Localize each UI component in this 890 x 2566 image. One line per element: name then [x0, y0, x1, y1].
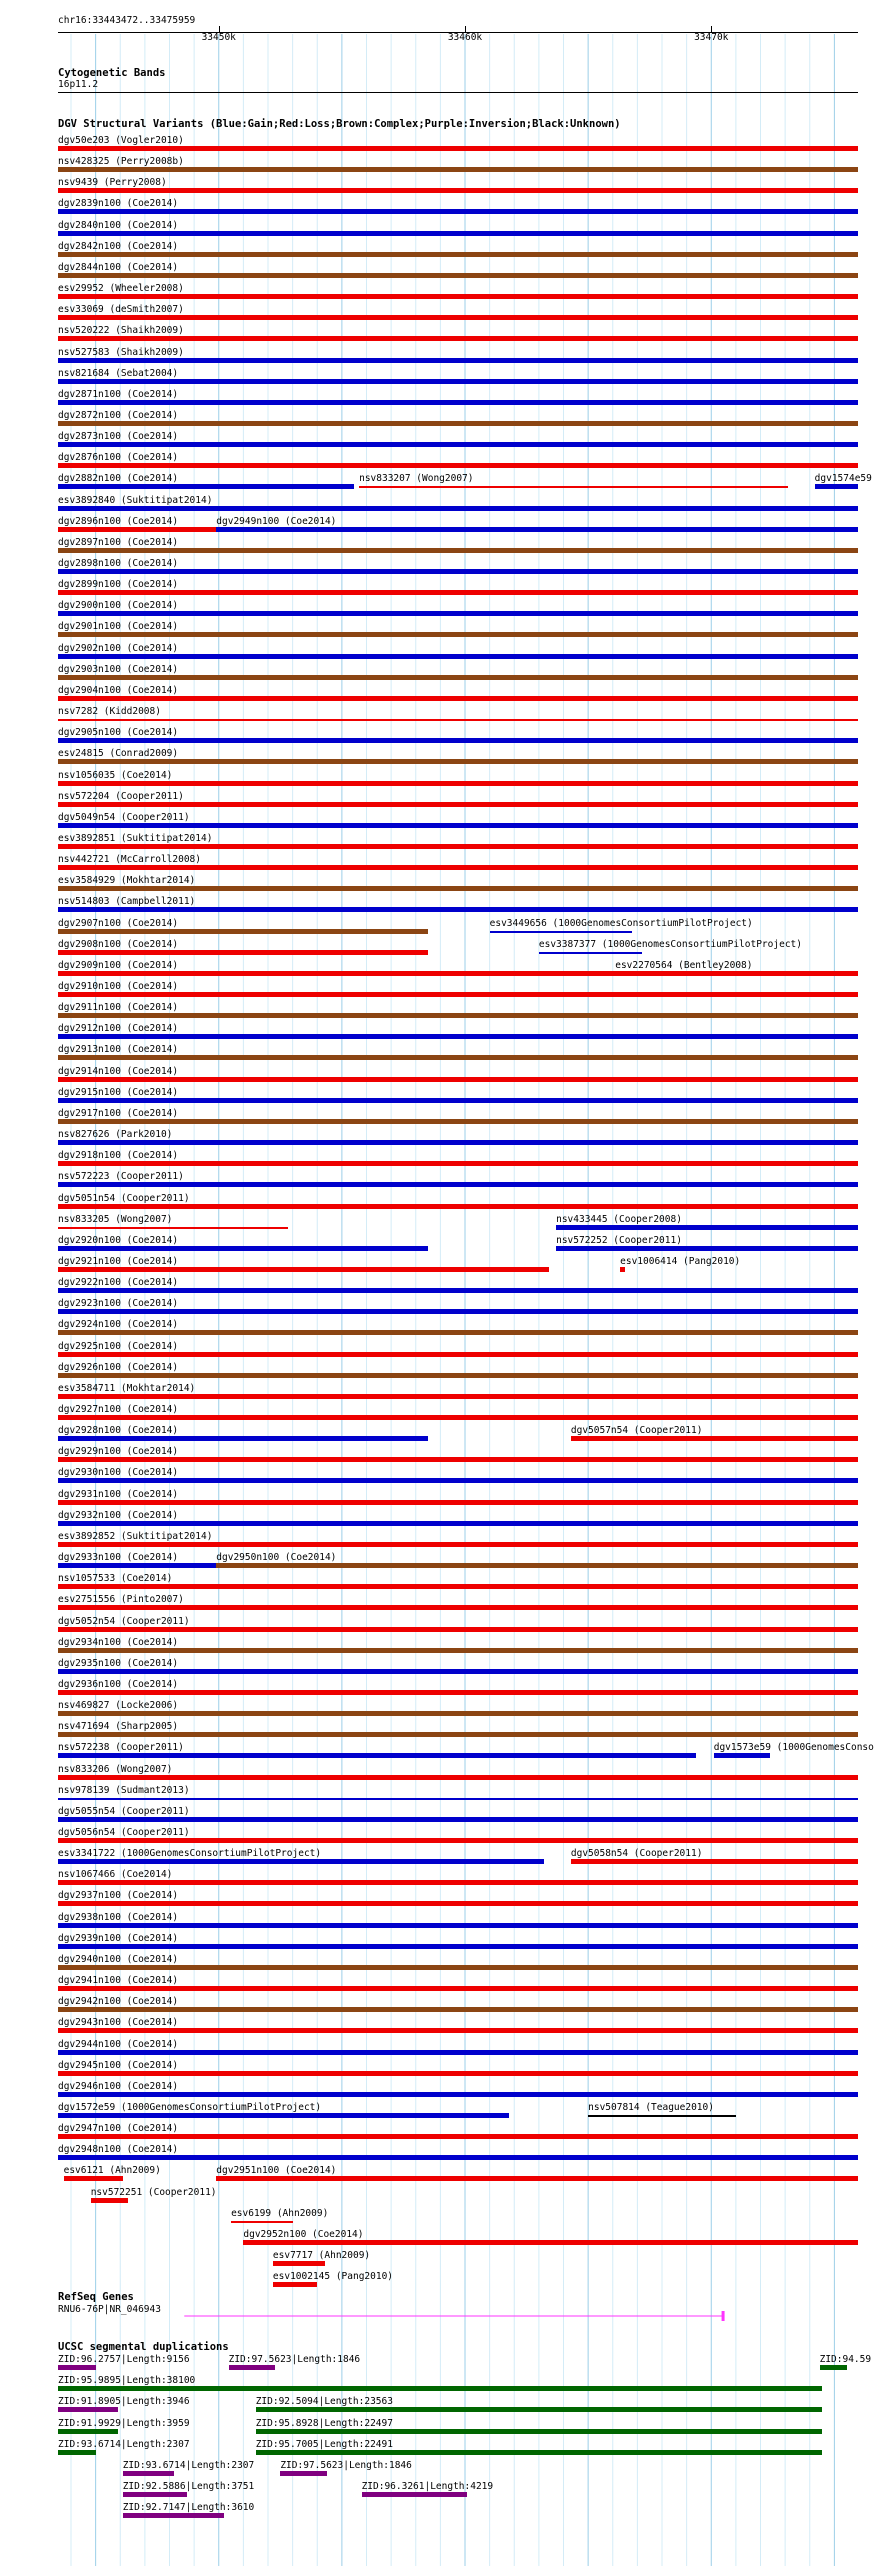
- dgv-feature-bar[interactable]: [58, 2071, 858, 2076]
- dgv-feature-label[interactable]: esv1002145 (Pang2010): [272, 2271, 394, 2283]
- dgv-feature-label[interactable]: dgv1574e59: [814, 473, 872, 485]
- dgv-feature-bar[interactable]: [58, 484, 354, 489]
- dgv-feature-label[interactable]: dgv2910n100 (Coe2014): [58, 981, 179, 992]
- dgv-feature-label[interactable]: dgv2930n100 (Coe2014): [58, 1467, 179, 1479]
- dgv-feature-bar[interactable]: [58, 1288, 858, 1293]
- dgv-feature-label[interactable]: dgv2918n100 (Coe2014): [58, 1150, 179, 1162]
- dgv-feature-bar[interactable]: [571, 1859, 858, 1864]
- dgv-feature-bar[interactable]: [58, 1923, 858, 1928]
- segdup-label[interactable]: ZID:94.59: [819, 2354, 872, 2365]
- dgv-feature-label[interactable]: dgv2925n100 (Coe2014): [58, 1340, 179, 1352]
- dgv-feature-label[interactable]: dgv2933n100 (Coe2014): [58, 1552, 179, 1564]
- dgv-feature-label[interactable]: nsv572238 (Cooper2011): [58, 1742, 184, 1754]
- dgv-feature-bar[interactable]: [58, 1563, 216, 1568]
- segdup-label[interactable]: ZID:92.5094|Length:23563: [255, 2396, 393, 2408]
- refseq-track-title[interactable]: RefSeq Genes: [58, 2291, 134, 2303]
- dgv-feature-label[interactable]: dgv2939n100 (Coe2014): [58, 1932, 179, 1944]
- dgv-feature-bar[interactable]: [58, 1817, 858, 1822]
- dgv-feature-label[interactable]: dgv2909n100 (Coe2014): [58, 959, 179, 971]
- dgv-feature-label[interactable]: dgv2952n100 (Coe2014): [243, 2228, 364, 2240]
- dgv-feature-label[interactable]: dgv2897n100 (Coe2014): [58, 536, 179, 548]
- dgv-feature-bar[interactable]: [58, 167, 858, 172]
- dgv-feature-bar[interactable]: [58, 781, 858, 786]
- dgv-feature-bar[interactable]: [58, 1267, 549, 1272]
- cytoband-bar[interactable]: [58, 92, 858, 93]
- dgv-feature-bar[interactable]: [58, 1798, 858, 1800]
- dgv-feature-label[interactable]: dgv50e203 (Vogler2010): [58, 135, 184, 146]
- dgv-feature-label[interactable]: esv3341722 (1000GenomesConsortiumPilotProject): [58, 1848, 322, 1860]
- dgv-feature-label[interactable]: dgv2942n100 (Coe2014): [58, 1996, 179, 2008]
- dgv-feature-bar[interactable]: [58, 1605, 858, 1610]
- dgv-feature-bar[interactable]: [58, 1880, 858, 1885]
- segdup-label[interactable]: ZID:95.7005|Length:22491: [255, 2438, 393, 2450]
- segdup-label[interactable]: ZID:92.7147|Length:3610: [122, 2502, 255, 2514]
- dgv-feature-bar[interactable]: [58, 1859, 544, 1864]
- dgv-feature-bar[interactable]: [58, 1119, 858, 1124]
- dgv-feature-bar[interactable]: [58, 1098, 858, 1103]
- dgv-feature-label[interactable]: dgv2940n100 (Coe2014): [58, 1953, 179, 1965]
- dgv-feature-bar[interactable]: [58, 654, 858, 659]
- dgv-feature-bar[interactable]: [58, 231, 858, 236]
- dgv-feature-bar[interactable]: [58, 2155, 858, 2160]
- dgv-feature-bar[interactable]: [58, 336, 858, 341]
- dgv-feature-label[interactable]: dgv2921n100 (Coe2014): [58, 1255, 179, 1267]
- dgv-feature-label[interactable]: dgv2941n100 (Coe2014): [58, 1975, 179, 1987]
- dgv-feature-label[interactable]: esv29952 (Wheeler2008): [58, 283, 184, 295]
- dgv-feature-bar[interactable]: [58, 1965, 858, 1970]
- dgv-feature-bar[interactable]: [58, 358, 858, 363]
- segdup-bar[interactable]: [123, 2513, 224, 2518]
- dgv-feature-bar[interactable]: [58, 1034, 858, 1039]
- dgv-feature-label[interactable]: dgv2923n100 (Coe2014): [58, 1298, 179, 1310]
- dgv-feature-label[interactable]: dgv2914n100 (Coe2014): [58, 1065, 179, 1077]
- dgv-feature-label[interactable]: nsv471694 (Sharp2005): [58, 1721, 179, 1733]
- dgv-feature-label[interactable]: nsv433445 (Cooper2008): [556, 1213, 682, 1225]
- dgv-feature-label[interactable]: dgv2896n100 (Coe2014): [58, 515, 179, 527]
- dgv-feature-bar[interactable]: [58, 569, 858, 574]
- dgv-feature-bar[interactable]: [58, 1246, 428, 1251]
- dgv-feature-bar[interactable]: [58, 1584, 858, 1589]
- dgv-feature-bar[interactable]: [58, 294, 858, 299]
- dgv-feature-bar[interactable]: [58, 1330, 858, 1335]
- dgv-feature-label[interactable]: dgv2929n100 (Coe2014): [58, 1446, 179, 1458]
- dgv-feature-bar[interactable]: [58, 823, 858, 828]
- segdup-label[interactable]: ZID:96.2757|Length:9156: [58, 2354, 190, 2365]
- dgv-feature-bar[interactable]: [58, 1690, 858, 1695]
- dgv-feature-label[interactable]: dgv2951n100 (Coe2014): [216, 2165, 337, 2177]
- dgv-feature-label[interactable]: dgv5057n54 (Cooper2011): [570, 1425, 703, 1437]
- dgv-feature-bar[interactable]: [58, 1669, 858, 1674]
- dgv-feature-bar[interactable]: [243, 2240, 858, 2245]
- dgv-feature-label[interactable]: nsv821684 (Sebat2004): [58, 367, 179, 379]
- dgv-feature-bar[interactable]: [58, 865, 858, 870]
- segdup-bar[interactable]: [58, 2365, 96, 2370]
- dgv-feature-label[interactable]: dgv5049n54 (Cooper2011): [58, 811, 190, 823]
- dgv-feature-bar[interactable]: [490, 931, 633, 933]
- dgv-feature-bar[interactable]: [58, 548, 858, 553]
- dgv-feature-bar[interactable]: [216, 527, 858, 532]
- dgv-feature-bar[interactable]: [231, 2221, 293, 2223]
- dgv-feature-bar[interactable]: [58, 1901, 858, 1906]
- dgv-feature-bar[interactable]: [58, 802, 858, 807]
- dgv-feature-bar[interactable]: [58, 1140, 858, 1145]
- dgv-feature-bar[interactable]: [58, 1077, 858, 1082]
- dgv-feature-label[interactable]: dgv2908n100 (Coe2014): [58, 938, 179, 950]
- dgv-feature-bar[interactable]: [58, 1775, 858, 1780]
- dgv-feature-label[interactable]: dgv2873n100 (Coe2014): [58, 431, 179, 443]
- dgv-feature-bar[interactable]: [539, 952, 642, 954]
- segdup-label[interactable]: ZID:97.5623|Length:1846: [228, 2354, 361, 2365]
- dgv-track-title[interactable]: DGV Structural Variants (Blue:Gain;Red:Loss;Brown:Complex;Purple:Inversion;Black:Unknown): [58, 118, 621, 130]
- dgv-feature-bar[interactable]: [58, 696, 858, 701]
- dgv-feature-label[interactable]: dgv2900n100 (Coe2014): [58, 600, 179, 612]
- dgv-feature-label[interactable]: dgv2949n100 (Coe2014): [216, 515, 337, 527]
- dgv-feature-bar[interactable]: [58, 611, 858, 616]
- dgv-feature-bar[interactable]: [58, 1055, 858, 1060]
- dgv-feature-label[interactable]: nsv833206 (Wong2007): [58, 1763, 173, 1775]
- dgv-feature-label[interactable]: dgv2927n100 (Coe2014): [58, 1404, 179, 1415]
- segdup-bar[interactable]: [58, 2450, 96, 2455]
- dgv-feature-label[interactable]: dgv2871n100 (Coe2014): [58, 388, 179, 400]
- segdup-bar[interactable]: [123, 2471, 175, 2476]
- dgv-feature-label[interactable]: dgv2935n100 (Coe2014): [58, 1657, 179, 1669]
- dgv-feature-label[interactable]: dgv2922n100 (Coe2014): [58, 1277, 179, 1289]
- dgv-feature-bar[interactable]: [58, 1415, 858, 1420]
- cytoband-track-title[interactable]: Cytogenetic Bands: [58, 67, 166, 79]
- dgv-feature-bar[interactable]: [58, 252, 858, 257]
- segdup-label[interactable]: ZID:95.9895|Length:38100: [58, 2375, 196, 2387]
- dgv-feature-label[interactable]: dgv2903n100 (Coe2014): [58, 663, 179, 675]
- dgv-feature-bar[interactable]: [58, 527, 216, 532]
- segdup-label[interactable]: ZID:91.8905|Length:3946: [58, 2396, 190, 2408]
- dgv-feature-label[interactable]: dgv2839n100 (Coe2014): [58, 198, 179, 210]
- dgv-feature-bar[interactable]: [58, 950, 428, 955]
- dgv-feature-label[interactable]: nsv527583 (Shaikh2009): [58, 346, 184, 358]
- dgv-feature-label[interactable]: nsv1057533 (Coe2014): [58, 1573, 173, 1585]
- segdup-label[interactable]: ZID:93.6714|Length:2307: [58, 2438, 190, 2450]
- dgv-feature-label[interactable]: dgv1572e59 (1000GenomesConsortiumPilotProject): [58, 2101, 322, 2113]
- dgv-feature-label[interactable]: dgv2950n100 (Coe2014): [216, 1552, 337, 1564]
- dgv-feature-bar[interactable]: [58, 1457, 858, 1462]
- dgv-feature-label[interactable]: dgv2932n100 (Coe2014): [58, 1509, 179, 1521]
- dgv-feature-bar[interactable]: [58, 400, 858, 405]
- dgv-feature-label[interactable]: esv2751556 (Pinto2007): [58, 1594, 184, 1606]
- segdup-label[interactable]: ZID:96.3261|Length:4219: [361, 2481, 494, 2493]
- dgv-feature-label[interactable]: nsv9439 (Perry2008): [58, 177, 167, 189]
- dgv-feature-label[interactable]: dgv2947n100 (Coe2014): [58, 2123, 179, 2135]
- dgv-feature-bar[interactable]: [58, 1204, 858, 1209]
- dgv-feature-bar[interactable]: [58, 1394, 858, 1399]
- refseq-gene-glyph[interactable]: [0, 2309, 890, 2323]
- dgv-feature-bar[interactable]: [58, 442, 858, 447]
- dgv-feature-label[interactable]: esv6121 (Ahn2009): [63, 2165, 161, 2177]
- dgv-feature-bar[interactable]: [58, 971, 858, 976]
- dgv-feature-bar[interactable]: [556, 1246, 858, 1251]
- dgv-feature-bar[interactable]: [58, 1373, 858, 1378]
- dgv-feature-label[interactable]: nsv827626 (Park2010): [58, 1129, 173, 1141]
- dgv-feature-label[interactable]: dgv2915n100 (Coe2014): [58, 1086, 179, 1098]
- dgv-feature-bar[interactable]: [556, 1225, 858, 1230]
- dgv-feature-bar[interactable]: [58, 146, 858, 151]
- dgv-feature-bar[interactable]: [58, 1542, 858, 1547]
- dgv-feature-label[interactable]: dgv2944n100 (Coe2014): [58, 2038, 179, 2050]
- dgv-feature-label[interactable]: esv3584711 (Mokhtar2014): [58, 1382, 196, 1394]
- dgv-feature-bar[interactable]: [58, 2092, 858, 2097]
- dgv-feature-label[interactable]: dgv2924n100 (Coe2014): [58, 1319, 179, 1331]
- dgv-feature-bar[interactable]: [58, 2028, 858, 2033]
- segdup-label[interactable]: ZID:97.5623|Length:1846: [280, 2460, 412, 2471]
- dgv-feature-bar[interactable]: [58, 2007, 858, 2012]
- dgv-feature-bar[interactable]: [58, 1838, 858, 1843]
- dgv-feature-bar[interactable]: [58, 1521, 858, 1526]
- dgv-feature-bar[interactable]: [58, 209, 858, 214]
- dgv-feature-label[interactable]: dgv2901n100 (Coe2014): [58, 621, 179, 633]
- dgv-feature-label[interactable]: dgv2907n100 (Coe2014): [58, 917, 179, 929]
- dgv-feature-bar[interactable]: [58, 992, 858, 997]
- dgv-feature-bar[interactable]: [620, 1267, 625, 1272]
- dgv-feature-label[interactable]: dgv2876n100 (Coe2014): [58, 452, 179, 464]
- dgv-feature-label[interactable]: esv24815 (Conrad2009): [58, 748, 179, 760]
- dgv-feature-bar[interactable]: [58, 1944, 858, 1949]
- segdup-bar[interactable]: [256, 2407, 822, 2412]
- ruler-tick-label: 33460k: [447, 32, 483, 43]
- dgv-feature-label[interactable]: nsv978139 (Sudmant2013): [58, 1784, 190, 1796]
- dgv-feature-bar[interactable]: [58, 738, 858, 743]
- dgv-feature-label[interactable]: dgv2945n100 (Coe2014): [58, 2059, 179, 2071]
- dgv-feature-bar[interactable]: [58, 1711, 858, 1716]
- dgv-feature-bar[interactable]: [216, 1563, 858, 1568]
- dgv-feature-label[interactable]: nsv507814 (Teague2010): [588, 2101, 714, 2113]
- dgv-feature-label[interactable]: dgv2943n100 (Coe2014): [58, 2017, 179, 2029]
- segdup-bar[interactable]: [256, 2450, 822, 2455]
- dgv-feature-bar[interactable]: [58, 315, 858, 320]
- dgv-feature-label[interactable]: dgv5056n54 (Cooper2011): [58, 1827, 190, 1838]
- dgv-feature-label[interactable]: esv7717 (Ahn2009): [272, 2250, 371, 2261]
- dgv-feature-label[interactable]: dgv2844n100 (Coe2014): [58, 261, 179, 273]
- dgv-feature-label[interactable]: nsv572252 (Cooper2011): [556, 1234, 682, 1246]
- dgv-feature-label[interactable]: dgv2934n100 (Coe2014): [58, 1636, 179, 1648]
- dgv-feature-bar[interactable]: [58, 844, 858, 849]
- dgv-feature-bar[interactable]: [58, 886, 858, 891]
- dgv-feature-label[interactable]: nsv514803 (Campbell2011): [58, 896, 196, 908]
- dgv-feature-bar[interactable]: [58, 1500, 858, 1505]
- dgv-feature-label[interactable]: esv6199 (Ahn2009): [231, 2207, 329, 2219]
- dgv-feature-label[interactable]: nsv442721 (McCarroll2008): [58, 854, 201, 866]
- dgv-feature-label[interactable]: dgv5058n54 (Cooper2011): [570, 1848, 703, 1860]
- dgv-feature-bar[interactable]: [58, 1627, 858, 1632]
- segdup-bar[interactable]: [58, 2407, 118, 2412]
- dgv-feature-label[interactable]: nsv469827 (Locke2006): [58, 1700, 179, 1712]
- gene-exon: [722, 2311, 725, 2321]
- dgv-feature-bar[interactable]: [58, 1732, 858, 1737]
- dgv-feature-bar[interactable]: [588, 2115, 736, 2117]
- dgv-feature-label[interactable]: dgv2920n100 (Coe2014): [58, 1234, 179, 1246]
- dgv-feature-label[interactable]: dgv2946n100 (Coe2014): [58, 2080, 179, 2092]
- segdup-bar[interactable]: [229, 2365, 276, 2370]
- segdup-bar[interactable]: [362, 2492, 468, 2497]
- segdup-bar[interactable]: [58, 2429, 118, 2434]
- dgv-feature-label[interactable]: esv3892852 (Suktitipat2014): [58, 1530, 213, 1542]
- dgv-feature-bar[interactable]: [58, 421, 858, 426]
- dgv-feature-label[interactable]: dgv2937n100 (Coe2014): [58, 1890, 179, 1902]
- dgv-feature-label[interactable]: dgv5051n54 (Cooper2011): [58, 1192, 190, 1204]
- cytoband-label: 16p11.2: [58, 79, 99, 90]
- ruler-tick-label: 33470k: [694, 32, 729, 43]
- dgv-feature-bar[interactable]: [58, 1352, 858, 1357]
- refseq-gene-label[interactable]: RNU6-76P|NR_046943: [58, 2304, 161, 2315]
- dgv-feature-label[interactable]: dgv2898n100 (Coe2014): [58, 558, 179, 569]
- dgv-feature-label[interactable]: nsv520222 (Shaikh2009): [58, 325, 184, 337]
- dgv-feature-label[interactable]: nsv572204 (Cooper2011): [58, 790, 184, 802]
- dgv-feature-bar[interactable]: [58, 1182, 858, 1187]
- dgv-feature-label[interactable]: dgv2899n100 (Coe2014): [58, 579, 179, 591]
- dgv-feature-label[interactable]: dgv2840n100 (Coe2014): [58, 219, 179, 231]
- dgv-feature-label[interactable]: nsv7282 (Kidd2008): [58, 706, 161, 718]
- dgv-feature-bar[interactable]: [58, 188, 858, 193]
- dgv-feature-label[interactable]: dgv2928n100 (Coe2014): [58, 1425, 179, 1437]
- dgv-feature-label[interactable]: dgv2882n100 (Coe2014): [58, 473, 179, 485]
- dgv-feature-label[interactable]: esv3892851 (Suktitipat2014): [58, 832, 213, 844]
- segdup-bar[interactable]: [58, 2386, 822, 2391]
- dgv-feature-bar[interactable]: [58, 1309, 858, 1314]
- dgv-feature-label[interactable]: nsv572223 (Cooper2011): [58, 1171, 184, 1183]
- dgv-feature-label[interactable]: dgv5055n54 (Cooper2011): [58, 1805, 190, 1817]
- dgv-feature-label[interactable]: dgv2931n100 (Coe2014): [58, 1488, 179, 1500]
- dgv-feature-label[interactable]: dgv2926n100 (Coe2014): [58, 1361, 179, 1373]
- dgv-feature-label[interactable]: nsv833205 (Wong2007): [58, 1213, 173, 1225]
- dgv-feature-bar[interactable]: [815, 484, 858, 489]
- segdup-bar[interactable]: [256, 2429, 822, 2434]
- dgv-feature-bar[interactable]: [64, 2176, 123, 2181]
- segdup-label[interactable]: ZID:93.6714|Length:2307: [122, 2460, 255, 2471]
- dgv-feature-label[interactable]: dgv2917n100 (Coe2014): [58, 1107, 179, 1119]
- dgv-feature-bar[interactable]: [58, 1648, 858, 1653]
- dgv-feature-label[interactable]: esv33069 (deSmith2007): [58, 304, 184, 316]
- dgv-feature-label[interactable]: esv3892840 (Suktitipat2014): [58, 494, 213, 506]
- dgv-feature-label[interactable]: dgv2936n100 (Coe2014): [58, 1678, 179, 1690]
- dgv-feature-bar[interactable]: [359, 486, 787, 488]
- segdup-bar[interactable]: [280, 2471, 327, 2476]
- dgv-feature-bar[interactable]: [58, 1013, 858, 1018]
- dgv-feature-label[interactable]: dgv2913n100 (Coe2014): [58, 1044, 179, 1056]
- dgv-feature-label[interactable]: dgv2904n100 (Coe2014): [58, 684, 179, 696]
- dgv-feature-label[interactable]: dgv2938n100 (Coe2014): [58, 1911, 179, 1923]
- ruler-tick-label: 33450k: [201, 32, 236, 43]
- dgv-feature-bar[interactable]: [58, 929, 428, 934]
- segdup-label[interactable]: ZID:92.5886|Length:3751: [122, 2481, 255, 2493]
- dgv-feature-bar[interactable]: [58, 759, 858, 764]
- dgv-feature-label[interactable]: dgv5052n54 (Cooper2011): [58, 1615, 190, 1627]
- dgv-feature-bar[interactable]: [58, 719, 858, 721]
- dgv-feature-bar[interactable]: [58, 1478, 858, 1483]
- dgv-feature-label[interactable]: dgv1573e59 (1000GenomesConso: [713, 1742, 874, 1754]
- segdup-bar[interactable]: [820, 2365, 847, 2370]
- dgv-feature-label[interactable]: dgv2905n100 (Coe2014): [58, 727, 179, 739]
- dgv-feature-bar[interactable]: [58, 2134, 858, 2139]
- dgv-feature-label[interactable]: dgv2842n100 (Coe2014): [58, 240, 179, 252]
- dgv-feature-label[interactable]: esv3449656 (1000GenomesConsortiumPilotProject): [489, 917, 753, 929]
- dgv-feature-bar[interactable]: [58, 1436, 428, 1441]
- segdup-bar[interactable]: [123, 2492, 187, 2497]
- dgv-feature-label[interactable]: nsv833207 (Wong2007): [359, 473, 474, 485]
- segdup-label[interactable]: ZID:95.8928|Length:22497: [255, 2417, 393, 2429]
- dgv-feature-bar[interactable]: [615, 971, 625, 976]
- dgv-feature-label[interactable]: esv2270564 (Bentley2008): [615, 959, 753, 971]
- dgv-feature-bar[interactable]: [571, 1436, 858, 1441]
- dgv-feature-bar[interactable]: [714, 1753, 771, 1758]
- dgv-feature-label[interactable]: nsv428325 (Perry2008b): [58, 156, 184, 168]
- locus-label: chr16:33443472..33475959: [58, 15, 196, 26]
- dgv-feature-bar[interactable]: [58, 2050, 858, 2055]
- dgv-feature-bar[interactable]: [58, 1227, 288, 1229]
- dgv-feature-label[interactable]: dgv2872n100 (Coe2014): [58, 409, 179, 421]
- dgv-feature-bar[interactable]: [216, 2176, 858, 2181]
- dgv-feature-bar[interactable]: [58, 907, 858, 912]
- dgv-feature-bar[interactable]: [273, 2261, 325, 2266]
- dgv-feature-label[interactable]: esv3387377 (1000GenomesConsortiumPilotProject): [538, 938, 802, 950]
- dgv-feature-bar[interactable]: [58, 506, 858, 511]
- segdup-label[interactable]: ZID:91.9929|Length:3959: [58, 2417, 190, 2429]
- segdup-track-title[interactable]: UCSC segmental duplications: [58, 2341, 229, 2353]
- dgv-feature-bar[interactable]: [91, 2198, 128, 2203]
- dgv-feature-bar[interactable]: [58, 273, 858, 278]
- dgv-feature-label[interactable]: dgv2948n100 (Coe2014): [58, 2144, 179, 2156]
- dgv-feature-bar[interactable]: [58, 1986, 858, 1991]
- dgv-feature-bar[interactable]: [273, 2282, 317, 2287]
- dgv-feature-label[interactable]: dgv2902n100 (Coe2014): [58, 642, 179, 654]
- dgv-feature-bar[interactable]: [58, 590, 858, 595]
- dgv-feature-bar[interactable]: [58, 1753, 696, 1758]
- dgv-feature-label[interactable]: dgv2912n100 (Coe2014): [58, 1023, 179, 1035]
- dgv-feature-label[interactable]: nsv572251 (Cooper2011): [90, 2186, 217, 2198]
- dgv-feature-bar[interactable]: [58, 463, 858, 468]
- dgv-feature-label[interactable]: nsv1056035 (Coe2014): [58, 769, 173, 781]
- dgv-feature-bar[interactable]: [58, 632, 858, 637]
- dgv-feature-label[interactable]: esv3584929 (Mokhtar2014): [58, 875, 196, 887]
- dgv-feature-label[interactable]: dgv2911n100 (Coe2014): [58, 1002, 179, 1014]
- dgv-feature-label[interactable]: nsv1067466 (Coe2014): [58, 1869, 173, 1881]
- dgv-feature-bar[interactable]: [58, 379, 858, 384]
- dgv-feature-bar[interactable]: [58, 675, 858, 680]
- dgv-feature-bar[interactable]: [58, 1161, 858, 1166]
- dgv-feature-bar[interactable]: [58, 2113, 509, 2118]
- dgv-feature-label[interactable]: esv1006414 (Pang2010): [620, 1255, 741, 1267]
